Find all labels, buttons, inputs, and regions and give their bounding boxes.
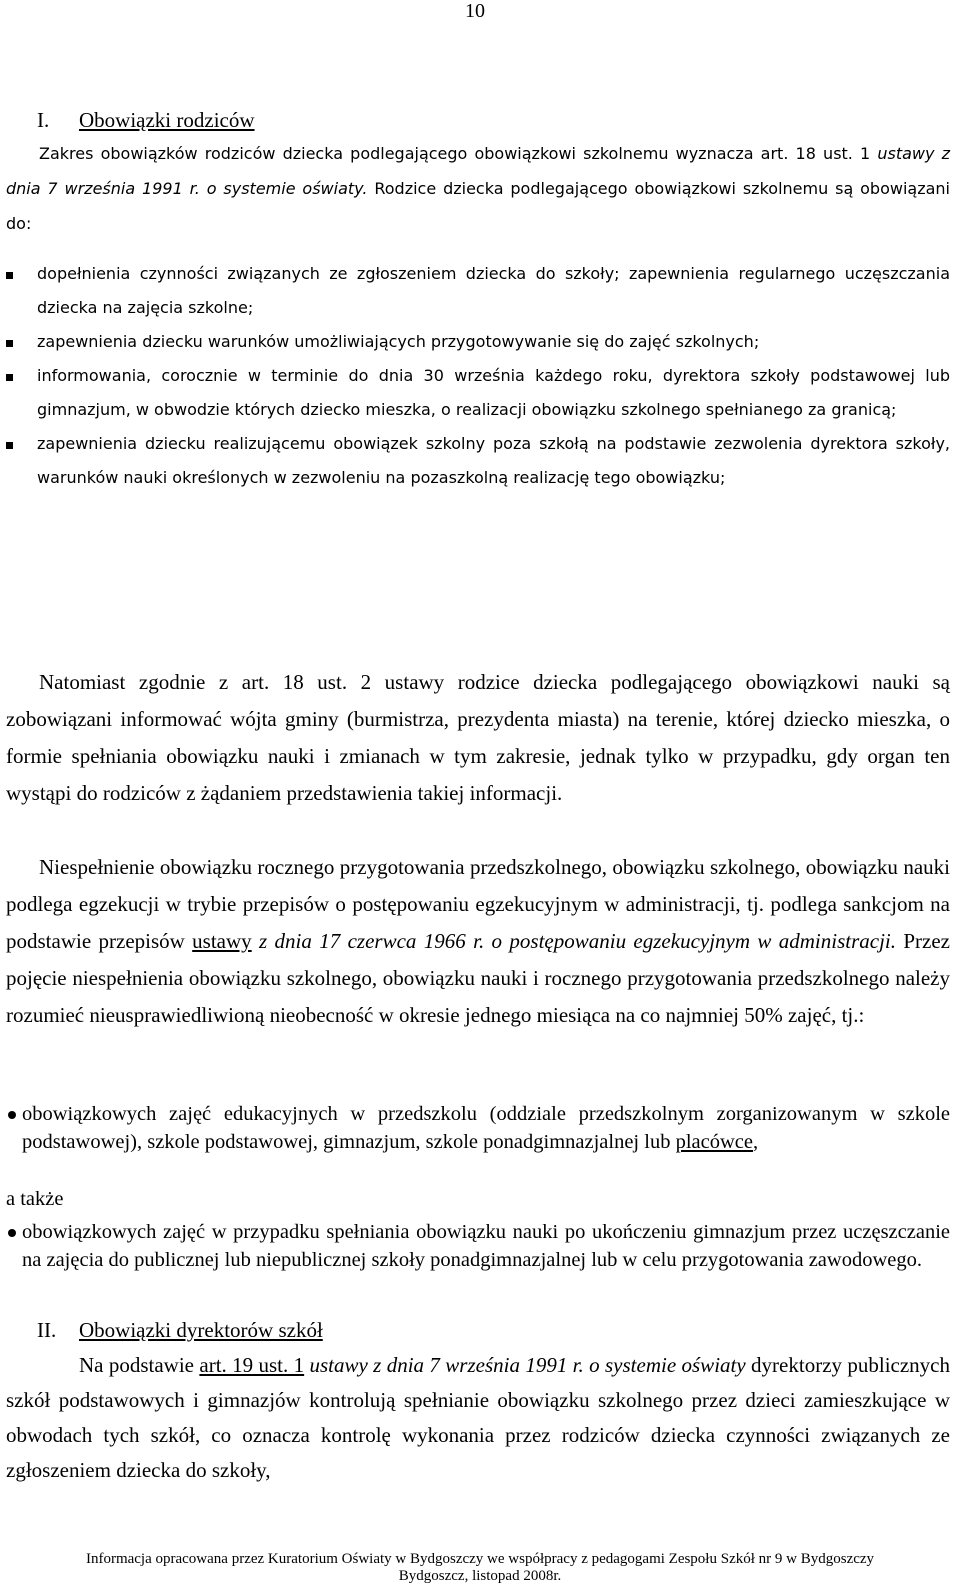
law-link: ustawy bbox=[192, 929, 252, 953]
page-number: 10 bbox=[465, 0, 485, 22]
law-reference: ustawy z dnia 7 września 1991 r. o systemie oświaty bbox=[304, 1353, 746, 1377]
section-heading-1 bbox=[37, 108, 255, 132]
list-item: obowiązkowych zajęć w przypadku spełniania obowiązku nauki po ukończeniu gimnazjum przez uczęszczanie na zajęcia do publicznej lub niepublicznej szkoły ponadgimnazjalnej lub w celu przygotowania zawodowego. bbox=[0, 1218, 950, 1274]
section-heading-2 bbox=[37, 1318, 323, 1342]
dot-bullet-icon bbox=[8, 1229, 16, 1237]
law-reference: ustawy z dnia 7 września 1991 r. o systemie oświaty. bbox=[6, 144, 951, 198]
list-item: dopełnienia czynności związanych ze zgłoszeniem dziecka do szkoły; zapewnienia regularnego uczęszczania dziecka na zajęcia szkolne; bbox=[0, 257, 950, 325]
square-bullet-icon bbox=[6, 272, 13, 279]
intro-text: Zakres obowiązków rodziców dziecka podlegającego obowiązkowi szkolnemu wyznacza art. 18 ust. 1 bbox=[39, 144, 878, 163]
dot-bullet-icon bbox=[8, 1111, 16, 1119]
list-item: zapewnienia dziecku warunków umożliwiających przygotowywanie się do zajęć szkolnych; bbox=[0, 325, 950, 359]
list-item: obowiązkowych zajęć edukacyjnych w przedszkolu (oddziale przedszkolnym zorganizowanym w szkole podstawowej), szkole podstawowej, gimnazjum, szkole ponadgimnazjalnej lub placówce, bbox=[0, 1100, 950, 1156]
a-takze-label: a także bbox=[6, 1188, 64, 1210]
law-reference: z dnia 17 czerwca 1966 r. o postępowaniu egzekucyjnym w administracji. bbox=[251, 929, 896, 953]
section-number: II. bbox=[37, 1318, 57, 1342]
section-title: Obowiązki rodziców bbox=[79, 108, 255, 132]
square-bullet-icon bbox=[6, 340, 13, 347]
non-fulfilment-paragraph: Niespełnienie obowiązku rocznego przygotowania przedszkolnego, obowiązku szkolnego, obowiązku nauki podlega egzekucji w trybie przepisów o postępowaniu egzekucyjnym w administracji, tj. podlega sankcjom na podstawie przepisów ustawy z dnia 17 czerwca 1966 r. o postępowaniu egzekucyjnym w administracji. Przez pojęcie niespełnienia obowiązku szkolnego, obowiązku nauki i rocznego przygotowania przedszkolnego należy rozumieć nieusprawiedliwioną nieobecność w okresie jednego miesiąca na co najmniej 50% zajęć, tj.: bbox=[6, 855, 950, 1027]
list-item: zapewnienia dziecku realizującemu obowiązek szkolny poza szkołą na podstawie zezwolenia dyrektora szkoły, warunków nauki określonych w zezwoleniu na pozaszkolną realizację tego obowiązku; bbox=[0, 427, 950, 495]
list-item: informowania, corocznie w terminie do dnia 30 września każdego roku, dyrektora szkoły podstawowej lub gimnazjum, w obwodzie których dziecko mieszka, o realizacji obowiązku szkolnego spełnianego za granicą; bbox=[0, 359, 950, 427]
intro-text-continued: Rodzice dziecka podlegającego obowiązkowi szkolnemu są obowiązani do: bbox=[6, 179, 951, 233]
parent-duties-list bbox=[0, 257, 950, 495]
director-duties-paragraph: Na podstawie art. 19 ust. 1 ustawy z dnia 7 września 1991 r. o systemie oświaty dyrektorzy publicznych szkół podstawowych i gimnazjów kontrolują spełnianie obowiązku szkolnego przez dzieci zamieszkujące w obwodach tych szkół, co oznacza kontrolę wykonania przez rodziców dziecka czynności związanych ze zgłoszeniem dziecka do szkoły, bbox=[6, 1353, 951, 1482]
square-bullet-icon bbox=[6, 442, 13, 449]
section-number: I. bbox=[37, 108, 50, 132]
square-bullet-icon bbox=[6, 374, 13, 381]
intro-paragraph bbox=[6, 136, 950, 241]
absence-list-2 bbox=[0, 1218, 950, 1274]
obligation-of-learning-paragraph: Natomiast zgodnie z art. 18 ust. 2 ustawy rodzice dziecka podlegającego obowiązkowi nauki są zobowiązani informować wójta gminy (burmistrza, prezydenta miasta) na terenie, której dziecko mieszka, o formie spełniania obowiązku nauki i zmianach w tym zakresie, jednak tylko w przypadku, gdy organ ten wystąpi do rodziców z żądaniem przedstawienia takiej informacji. bbox=[6, 670, 950, 805]
footer-line-1: Informacja opracowana przez Kuratorium Oświaty w Bydgoszczy we współpracy z pedagogami Zespołu Szkół nr 9 w Bydgoszczy bbox=[85, 1551, 875, 1567]
absence-list bbox=[0, 1100, 950, 1156]
footer-line-2: Bydgoszcz, listopad 2008r. bbox=[398, 1568, 562, 1584]
law-link: art. 19 ust. 1 bbox=[199, 1353, 305, 1377]
section-title: Obowiązki dyrektorów szkół bbox=[79, 1318, 323, 1342]
